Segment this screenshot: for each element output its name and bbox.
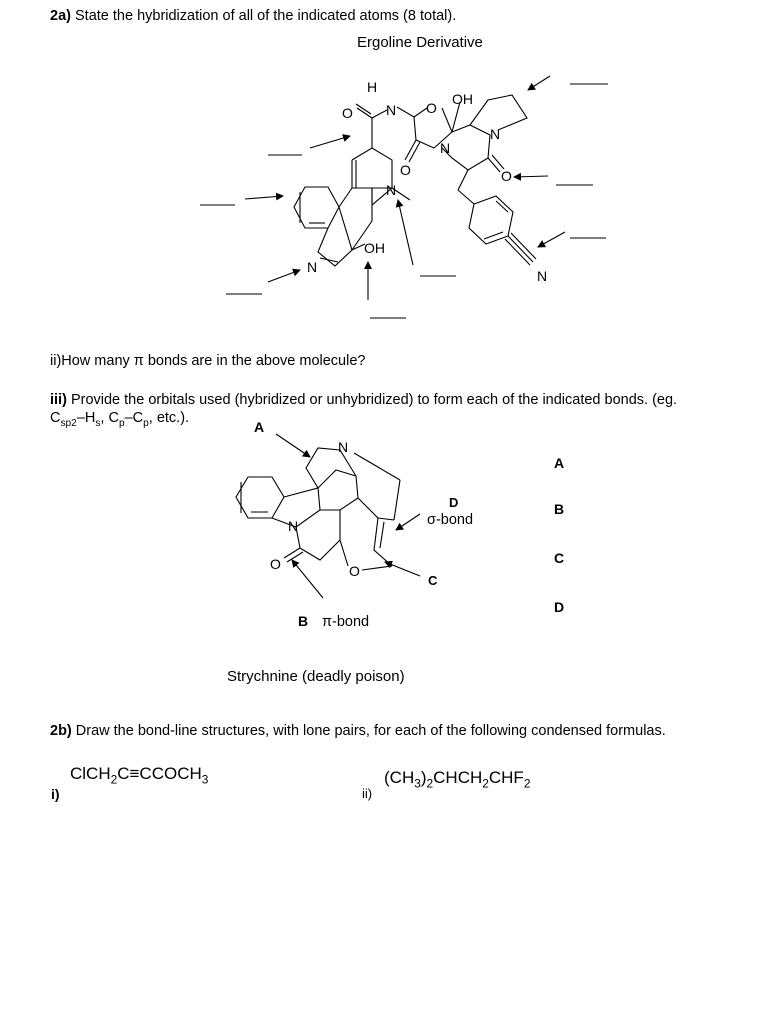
atom-n-pyrrolidine: N <box>490 126 501 142</box>
formula-ii: $(CH_3)_2CHCH_2CHF_2$ <box>384 768 531 791</box>
strychnine-b-text: π-bond <box>322 614 370 630</box>
formula-ii-label: ii) <box>362 786 373 801</box>
question-iii-number: iii) <box>50 392 67 408</box>
question-ii: ii)How many π bonds are in the above molecule? <box>50 353 366 369</box>
answer-label-a: A <box>554 455 565 471</box>
atom-o-ring-carbonyl: O <box>400 162 411 178</box>
strychnine-atom-n-left: N <box>288 518 299 534</box>
answer-label-d: D <box>554 599 565 615</box>
strychnine-atom-o-carbonyl: O <box>270 556 281 572</box>
strychnine-label-b: B <box>298 613 309 629</box>
answer-label-b: B <box>554 501 565 517</box>
strychnine-label-d: D <box>449 495 459 510</box>
ergoline-title: Ergoline Derivative <box>357 34 483 51</box>
atom-oh-top: OH <box>452 91 473 107</box>
atom-n-ring: N <box>440 140 451 156</box>
question-2a-text: State the hybridization of all of the indicated atoms (8 total). <box>70 8 457 24</box>
question-2b-number: 2b) <box>50 723 72 739</box>
question-2b <box>50 723 666 739</box>
strychnine-caption: Strychnine (deadly poison) <box>227 668 405 685</box>
strychnine-d-text: σ-bond <box>427 512 474 528</box>
atom-n-nitrile: N <box>537 268 548 284</box>
question-iii-text: Provide the orbitals used (hybridized or unhybridized) to form each of the indicated bonds. (eg. <box>66 392 678 408</box>
atom-n-tertiary: N <box>386 182 397 198</box>
question-2b-text: Draw the bond-line structures, with lone pairs, for each of the following condensed formulas. <box>71 723 666 739</box>
strychnine-atom-o-ring: O <box>349 563 360 579</box>
atom-h: H <box>367 79 378 95</box>
question-2a-number: 2a) <box>50 8 71 24</box>
atom-o-right: O <box>501 168 512 184</box>
question-iii-example: $C_{sp2}-H_s$, $C_p-C_p$, etc.). <box>50 410 190 429</box>
atom-n-amide: N <box>386 102 397 118</box>
strychnine-atom-n-top: N <box>338 439 349 455</box>
strychnine-label-c: C <box>428 573 438 588</box>
strychnine-label-a: A <box>254 419 265 435</box>
atom-oh-low: OH <box>364 240 385 256</box>
atom-o-ring: O <box>426 100 437 116</box>
formula-i: $ClCH_2C\equiv CCOCH_3$ <box>70 764 209 787</box>
atom-o-amide: O <box>342 105 353 121</box>
atom-n-indole: N <box>307 259 318 275</box>
answer-label-c: C <box>554 550 565 566</box>
formula-i-label: i) <box>51 786 60 802</box>
